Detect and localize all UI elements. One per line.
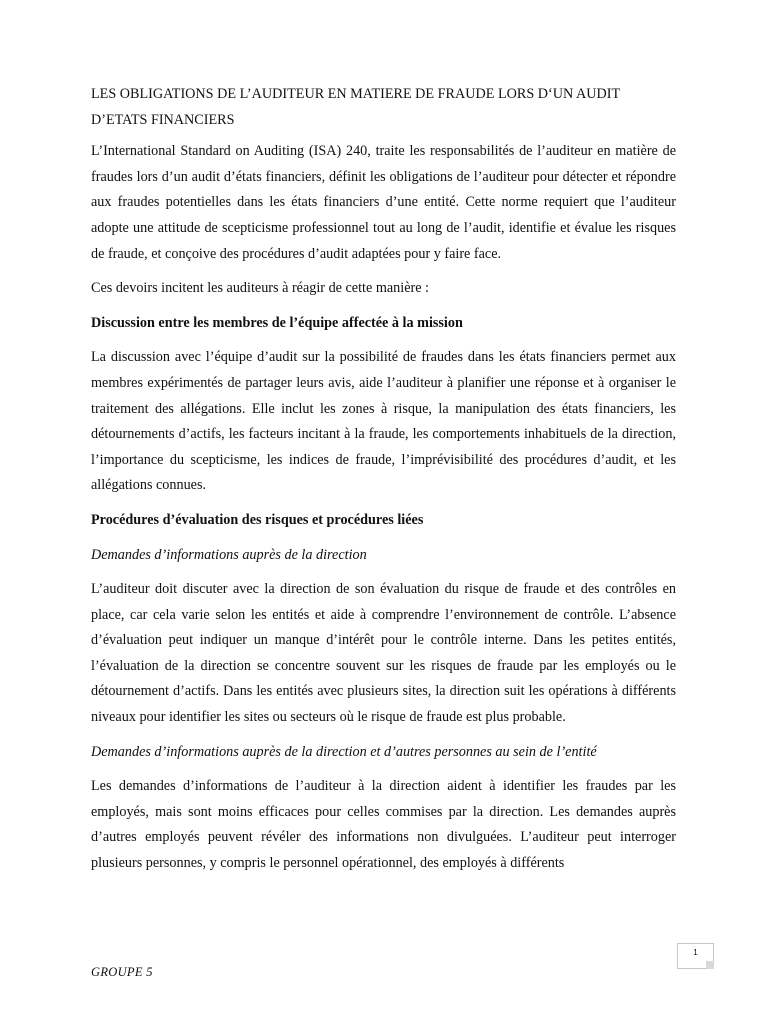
title-line-1: LES OBLIGATIONS DE L’AUDITEUR EN MATIERE DE FRAUDE LORS D‘UN AUDIT xyxy=(91,86,621,102)
section-heading-discussion: Discussion entre les membres de l’équipe affectée à la mission xyxy=(91,314,463,331)
subheading-management-inquiries: Demandes d’informations auprès de la direction xyxy=(91,546,367,563)
paragraph-duties: Ces devoirs incitent les auditeurs à réagir de cette manière : xyxy=(91,280,429,297)
title-line-2: D’ETATS FINANCIERS xyxy=(91,111,235,128)
page-fold-icon xyxy=(706,961,714,969)
paragraph-discussion: La discussion avec l’équipe d’audit sur la possibilité de fraudes dans les états financiers permet aux membres expérimentés de partager leurs avis, aide l’auditeur à planifier une réponse et à organiser le traitement des allégations. Elle inclut les zones à risque, la manipulation des états financiers, les détournements d’actifs, les facteurs incitant à la fraude, les comportements inhabituels de la direction, l’importance du scepticisme, les indices de fraude, l’imprévisibilité des procédures d’audit, et les allégations connues. xyxy=(91,349,676,494)
document-title xyxy=(91,82,676,133)
subheading-other-inquiries: Demandes d’informations auprès de la direction et d’autres personnes au sein de l’entité xyxy=(91,743,597,760)
paragraph-other-inquiries: Les demandes d’informations de l’auditeur à la direction aident à identifier les fraudes par les employés, mais sont moins efficaces pour celles commises par la direction. Les demandes auprès d’autres employés peuvent révéler des informations non divulguées. L’auditeur peut interroger plusieurs personnes, y compris le personnel opérationnel, des employés à différents xyxy=(91,778,676,872)
page-number: 1 xyxy=(693,948,698,957)
section-heading-risk-procedures: Procédures d’évaluation des risques et procédures liées xyxy=(91,511,424,528)
paragraph-management-inquiries: L’auditeur doit discuter avec la direction de son évaluation du risque de fraude et des contrôles en place, car cela varie selon les entités et aide à comprendre l’environnement de contrôle. L’absence d’évaluation peut indiquer un manque d’intérêt pour le contrôle interne. Dans les petites entités, l’évaluation de la direction se concentre souvent sur les risques de fraude par les employés ou le détournement d’actifs. Dans les entités avec plusieurs sites, la direction suit les opérations à différents niveaux pour identifier les sites ou secteurs où le risque de fraude est plus probable. xyxy=(91,581,676,726)
page-number-box xyxy=(677,943,714,969)
document-body xyxy=(91,82,676,886)
footer-group: GROUPE 5 xyxy=(91,965,153,979)
paragraph-intro: L’International Standard on Auditing (ISA) 240, traite les responsabilités de l’auditeur en matière de fraudes lors d’un audit d’états financiers, définit les obligations de l’auditeur pour détecter et répondre aux fraudes potentielles dans les états financiers d’une entité. Cette norme requiert que l’auditeur adopte une attitude de scepticisme professionnel tout au long de l’audit, identifie et évalue les risques de fraude, et conçoive des procédures d’audit adaptées pour y faire face. xyxy=(91,143,676,262)
